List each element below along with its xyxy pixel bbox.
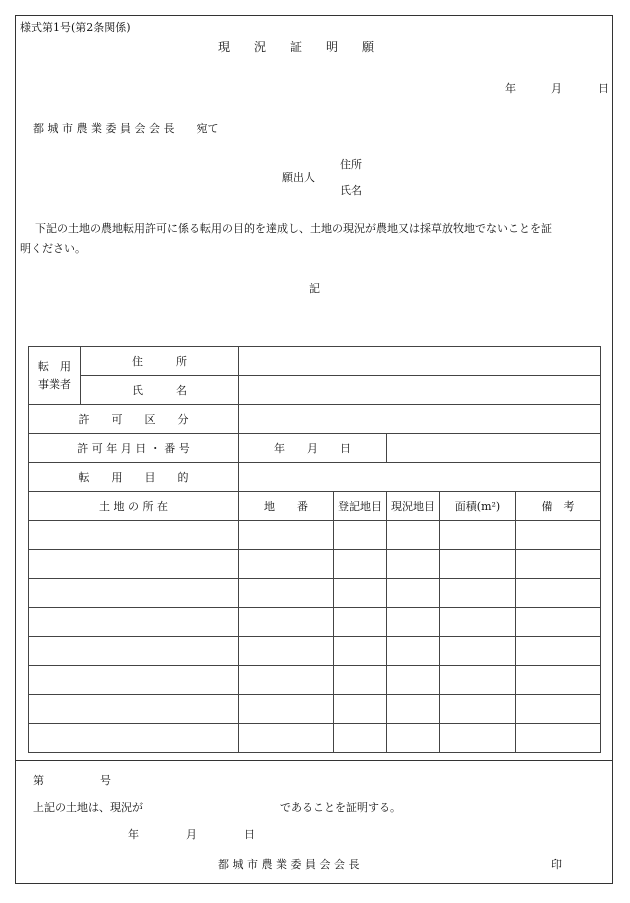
location-cell[interactable] [29, 666, 239, 695]
current-category-cell[interactable] [387, 637, 440, 666]
header-area: 面積(m²) [440, 492, 516, 521]
land-row [29, 637, 601, 666]
location-cell[interactable] [29, 608, 239, 637]
applicant-address-label: 住所 [340, 158, 362, 171]
header-location: 土 地 の 所 在 [29, 492, 239, 521]
lot-number-cell[interactable] [239, 608, 334, 637]
current-category-cell[interactable] [387, 695, 440, 724]
current-category-cell[interactable] [387, 666, 440, 695]
form-label: 様式第1号(第2条関係) [20, 21, 131, 34]
registered-category-cell[interactable] [334, 666, 387, 695]
certificate-number-suffix: 号 [100, 774, 111, 787]
request-text-line2: 明ください。 [20, 242, 86, 255]
applicant-name-label: 氏名 [340, 184, 362, 197]
certificate-day: 日 [244, 828, 255, 841]
remarks-cell[interactable] [516, 521, 601, 550]
location-cell[interactable] [29, 521, 239, 550]
date-month-label: 月 [551, 82, 562, 95]
land-row [29, 608, 601, 637]
lot-number-cell[interactable] [239, 724, 334, 753]
address-label: 住 所 [132, 355, 187, 368]
area-cell[interactable] [440, 579, 516, 608]
certificate-month: 月 [186, 828, 197, 841]
lot-number-cell[interactable] [239, 550, 334, 579]
lot-number-cell[interactable] [239, 666, 334, 695]
address-field[interactable] [239, 347, 601, 376]
area-cell[interactable] [440, 695, 516, 724]
form-title: 現 況 証 明 願 [218, 40, 375, 54]
permit-date-label-cell [29, 434, 239, 463]
certificate-year: 年 [128, 828, 139, 841]
location-cell[interactable] [29, 724, 239, 753]
name-label-cell [81, 376, 239, 405]
converter-label-2: 事業者 [38, 377, 71, 391]
registered-category-cell[interactable] [334, 695, 387, 724]
header-lot-number: 地 番 [239, 492, 334, 521]
purpose-field[interactable] [239, 463, 601, 492]
land-row [29, 724, 601, 753]
registered-category-cell[interactable] [334, 521, 387, 550]
permit-type-field[interactable] [239, 405, 601, 434]
land-row [29, 579, 601, 608]
lot-number-cell[interactable] [239, 637, 334, 666]
registered-category-cell[interactable] [334, 550, 387, 579]
remarks-cell[interactable] [516, 695, 601, 724]
land-row [29, 695, 601, 724]
registered-category-cell[interactable] [334, 637, 387, 666]
permit-number-field[interactable] [387, 434, 601, 463]
area-cell[interactable] [440, 550, 516, 579]
address-label-cell [81, 347, 239, 376]
remarks-cell[interactable] [516, 608, 601, 637]
location-cell[interactable] [29, 637, 239, 666]
registered-category-cell[interactable] [334, 724, 387, 753]
permit-date-label: 許 可 年 月 日 ・ 番 号 [77, 442, 190, 455]
remarks-cell[interactable] [516, 724, 601, 753]
land-table [28, 346, 601, 753]
current-category-cell[interactable] [387, 521, 440, 550]
area-cell[interactable] [440, 608, 516, 637]
date-day-label: 日 [598, 82, 609, 95]
header-remarks: 備 考 [516, 492, 601, 521]
remarks-cell[interactable] [516, 579, 601, 608]
location-cell[interactable] [29, 695, 239, 724]
converter-label-cell [29, 347, 81, 405]
converter-label-1: 転 用 [38, 359, 71, 373]
permit-date-field[interactable] [239, 434, 387, 463]
area-cell[interactable] [440, 724, 516, 753]
permit-date-value: 年 月 日 [274, 442, 351, 455]
current-category-cell[interactable] [387, 579, 440, 608]
certificate-issuer: 都 城 市 農 業 委 員 会 会 長 [218, 858, 360, 871]
certificate-number-prefix: 第 [33, 774, 44, 787]
registered-category-cell[interactable] [334, 608, 387, 637]
header-current-category: 現況地目 [387, 492, 440, 521]
remarks-cell[interactable] [516, 550, 601, 579]
registered-category-cell[interactable] [334, 579, 387, 608]
land-row [29, 666, 601, 695]
current-category-cell[interactable] [387, 724, 440, 753]
certificate-statement-end: であることを証明する。 [280, 801, 401, 814]
current-category-cell[interactable] [387, 608, 440, 637]
ki-heading: 記 [309, 282, 320, 295]
lot-number-cell[interactable] [239, 521, 334, 550]
name-field[interactable] [239, 376, 601, 405]
addressee: 都 城 市 農 業 委 員 会 会 長 宛て [33, 122, 219, 135]
location-cell[interactable] [29, 579, 239, 608]
lot-number-cell[interactable] [239, 695, 334, 724]
area-cell[interactable] [440, 666, 516, 695]
certificate-divider [15, 760, 613, 761]
remarks-cell[interactable] [516, 637, 601, 666]
area-cell[interactable] [440, 637, 516, 666]
permit-type-label-cell [29, 405, 239, 434]
land-row [29, 550, 601, 579]
area-cell[interactable] [440, 521, 516, 550]
applicant-label: 願出人 [282, 171, 315, 184]
land-row [29, 521, 601, 550]
request-text-line1: 下記の土地の農地転用許可に係る転用の目的を達成し、土地の現況が農地又は採草放牧地でないことを証 [35, 222, 552, 235]
permit-type-label: 許 可 区 分 [78, 413, 189, 426]
land-rows [29, 521, 601, 753]
remarks-cell[interactable] [516, 666, 601, 695]
certificate-statement-start: 上記の土地は、現況が [33, 801, 143, 814]
name-label: 氏 名 [132, 384, 187, 397]
header-registered-category: 登記地目 [334, 492, 387, 521]
purpose-label-cell [29, 463, 239, 492]
current-category-cell[interactable] [387, 550, 440, 579]
lot-number-cell[interactable] [239, 579, 334, 608]
date-year-label: 年 [505, 82, 516, 95]
location-cell[interactable] [29, 550, 239, 579]
purpose-label: 転 用 目 的 [78, 471, 189, 484]
certificate-seal: 印 [551, 858, 562, 871]
